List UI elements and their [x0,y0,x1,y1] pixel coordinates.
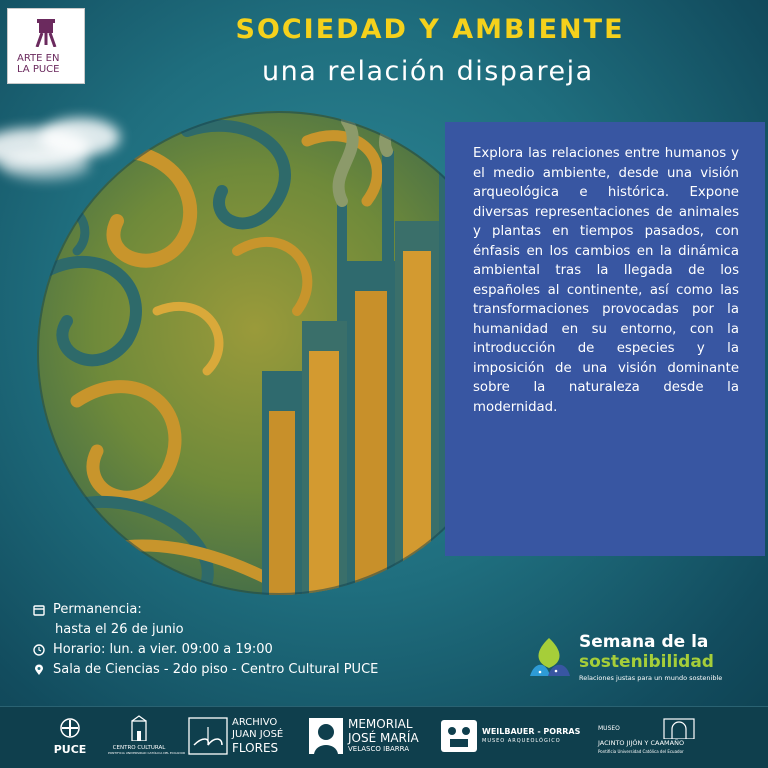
description-panel [445,122,765,556]
museo-line2: JACINTO JIJÓN Y CAAMAÑO [598,739,685,747]
building-icon [129,715,149,741]
permanence-row [33,602,142,617]
sustainability-title-line2: sostenibilidad [579,652,714,672]
archivo-line3: FLORES [232,741,279,755]
calendar-icon [33,604,45,616]
location-pin-icon [33,664,45,676]
memorial-velasco-ibarra-logo [308,717,423,759]
centro-cultural-logo [108,715,186,755]
weilbauer-line1: WEILBAUER - PORRAS [482,727,581,736]
sustainability-tagline: Relaciones justas para un mundo sostenible [579,674,723,682]
page-title: SOCIEDAD Y AMBIENTE [235,14,625,45]
schedule-row [33,642,273,657]
museo-jijon-caamano-logo [598,715,708,759]
logo-label: ARTE EN LA PUCE [17,53,60,75]
book-icon [188,717,228,755]
location-row [33,662,378,677]
exhibition-description: Explora las relaciones entre humanos y el medio ambiente, desde una visión arqueológica e histórica. Expone diversas representaciones de animales y plantas en tiempos pasados, con énfasis en los cambios en la dinámica ambiental tras la llegada de los españoles al continente, así como las transformaciones provocadas por la humanidad en su entorno, con la introducción de especies y la imposición de una visión dominante sobre la naturaleza desde la modernidad. [473,146,739,415]
schedule-text: Horario: lun. a vier. 09:00 a 19:00 [53,642,273,657]
archivo-line2: JUAN JOSÉ [232,729,284,740]
museo-line1: MUSEO [598,725,620,732]
clock-icon [33,644,45,656]
permanence-label: Permanencia: [53,602,142,617]
leaf-logo-icon [526,636,572,682]
sustainability-title-line1: Semana de la [579,632,709,652]
memorial-line1: MEMORIAL [348,717,413,731]
puce-label: PUCE [53,743,87,756]
portrait-icon [308,717,344,755]
arte-en-la-puce-logo [7,8,85,84]
permanence-value: hasta el 26 de junio [55,622,184,637]
centro-cultural-sublabel: PONTIFICIA UNIVERSIDAD CATÓLICA DEL ECUADOR [108,751,186,755]
figure-icon [440,719,478,753]
weilbauer-porras-logo [440,719,580,755]
location-text: Sala de Ciencias - 2do piso - Centro Cultural PUCE [53,662,379,677]
cross-icon [59,717,81,739]
page-subtitle: una relación dispareja [262,56,594,87]
footer-logo-bar [0,706,768,768]
arch-icon [662,715,696,739]
memorial-line2: JOSÉ MARÍA [348,731,419,745]
puce-logo [50,717,90,756]
weilbauer-line2: MUSEO ARQUEOLÓGICO [482,738,561,744]
easel-icon [31,19,61,47]
museo-line3: Pontificia Universidad Católica del Ecuador [598,749,684,754]
archivo-juan-jose-flores-logo [188,717,288,757]
sustainability-week-logo [524,630,754,690]
centro-cultural-label: CENTRO CULTURAL [112,745,166,751]
archivo-line1: ARCHIVO [232,717,278,728]
memorial-line3: VELASCO IBARRA [348,745,410,753]
